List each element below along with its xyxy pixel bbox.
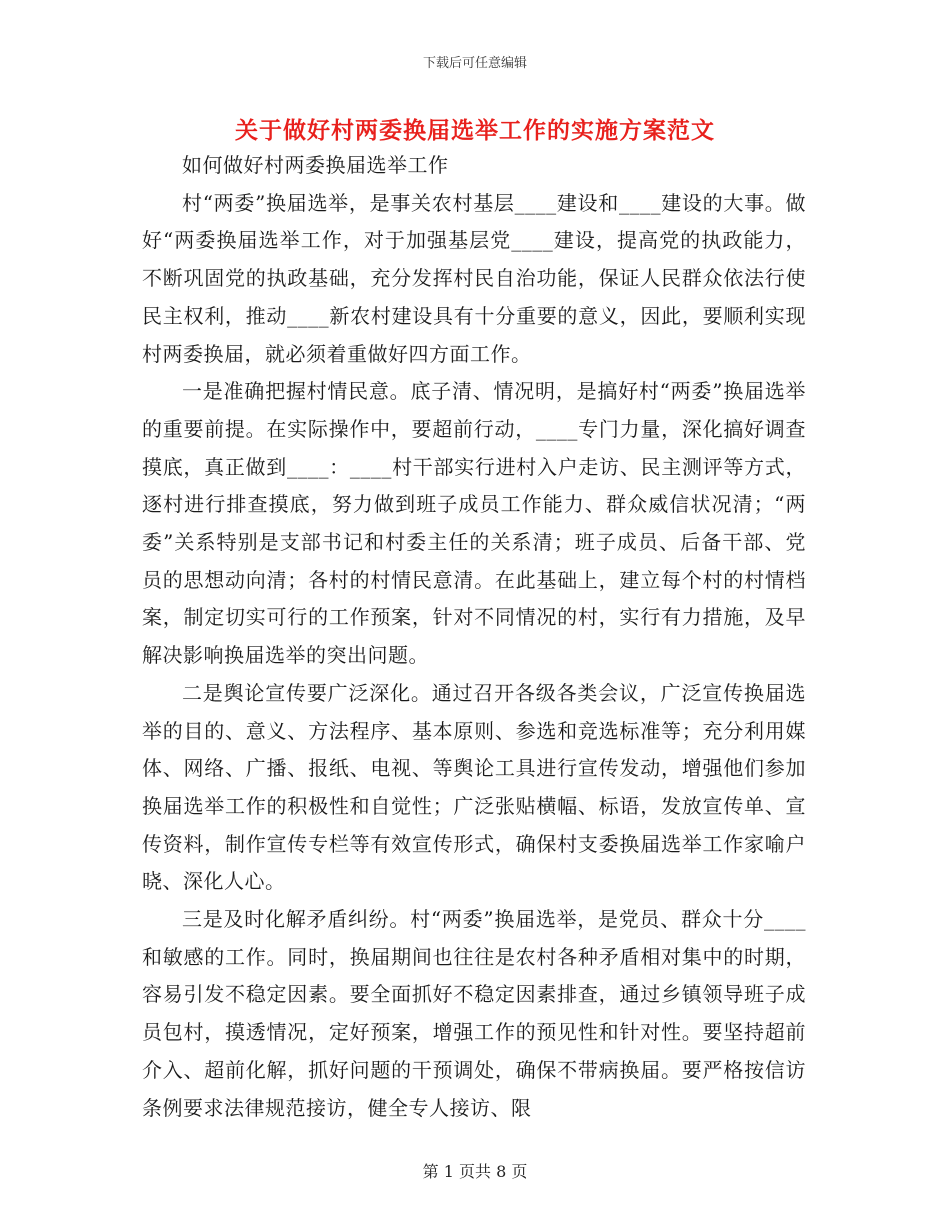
- paragraph-point-three: 三是及时化解矛盾纠纷。村“两委”换届选举，是党员、群众十分____和敏感的工作。同时，换届期间也往往是农村各种矛盾相对集中的时期，容易引发不稳定因素。要全面抓好不稳定因素排查，通过乡镇领导班子成员包村，摸透情况，定好预案，增强工作的预见性和针对性。要坚持超前介入、超前化解，抓好问题的干预调处，确保不带病换届。要严格按信访条例要求法律规范接访，健全专人接访、限: [142, 907, 806, 1120]
- paragraph-subtitle: 如何做好村两委换届选举工作: [182, 153, 449, 177]
- paragraph-intro: 村“两委”换届选举，是事关农村基层____建设和____建设的大事。做好“两委换届选举工作，对于加强基层党____建设，提高党的执政能力，不断巩固党的执政基础，充分发挥村民自治功能，保证人民群众依法行使民主权利，推动____新农村建设具有十分重要的意义，因此，要顺利实现村两委换届，就必须着重做好四方面工作。: [142, 190, 806, 366]
- header-note: 下载后可任意编辑: [422, 56, 527, 71]
- paragraph-point-one: 一是准确把握村情民意。底子清、情况明，是搞好村“两委”换届选举的重要前提。在实际操作中，要超前行动，____专门力量，深化搞好调查摸底，真正做到____：____村干部实行进村入户走访、民主测评等方式，逐村进行排查摸底，努力做到班子成员工作能力、群众威信状况清；“两委”关系特别是支部书记和村委主任的关系清；班子成员、后备干部、党员的思想动向清；各村的村情民意清。在此基础上，建立每个村的村情档案，制定切实可行的工作预案，针对不同情况的村，实行有力措施，及早解决影响换届选举的突出问题。: [142, 379, 806, 668]
- page-number: 第 1 页共 8 页: [422, 1162, 528, 1181]
- document-title: 关于做好村两委换届选举工作的实施方案范文: [235, 117, 715, 144]
- document-body: [142, 147, 806, 1127]
- paragraph-point-two: 二是舆论宣传要广泛深化。通过召开各级各类会议，广泛宣传换届选举的目的、意义、方法程序、基本原则、参选和竞选标准等；充分利用媒体、网络、广播、报纸、电视、等舆论工具进行宣传发动，增强他们参加换届选举工作的积极性和自觉性；广泛张贴横幅、标语，发放宣传单、宣传资料，制作宣传专栏等有效宣传形式，确保村支委换届选举工作家喻户晓、深化人心。: [142, 680, 806, 894]
